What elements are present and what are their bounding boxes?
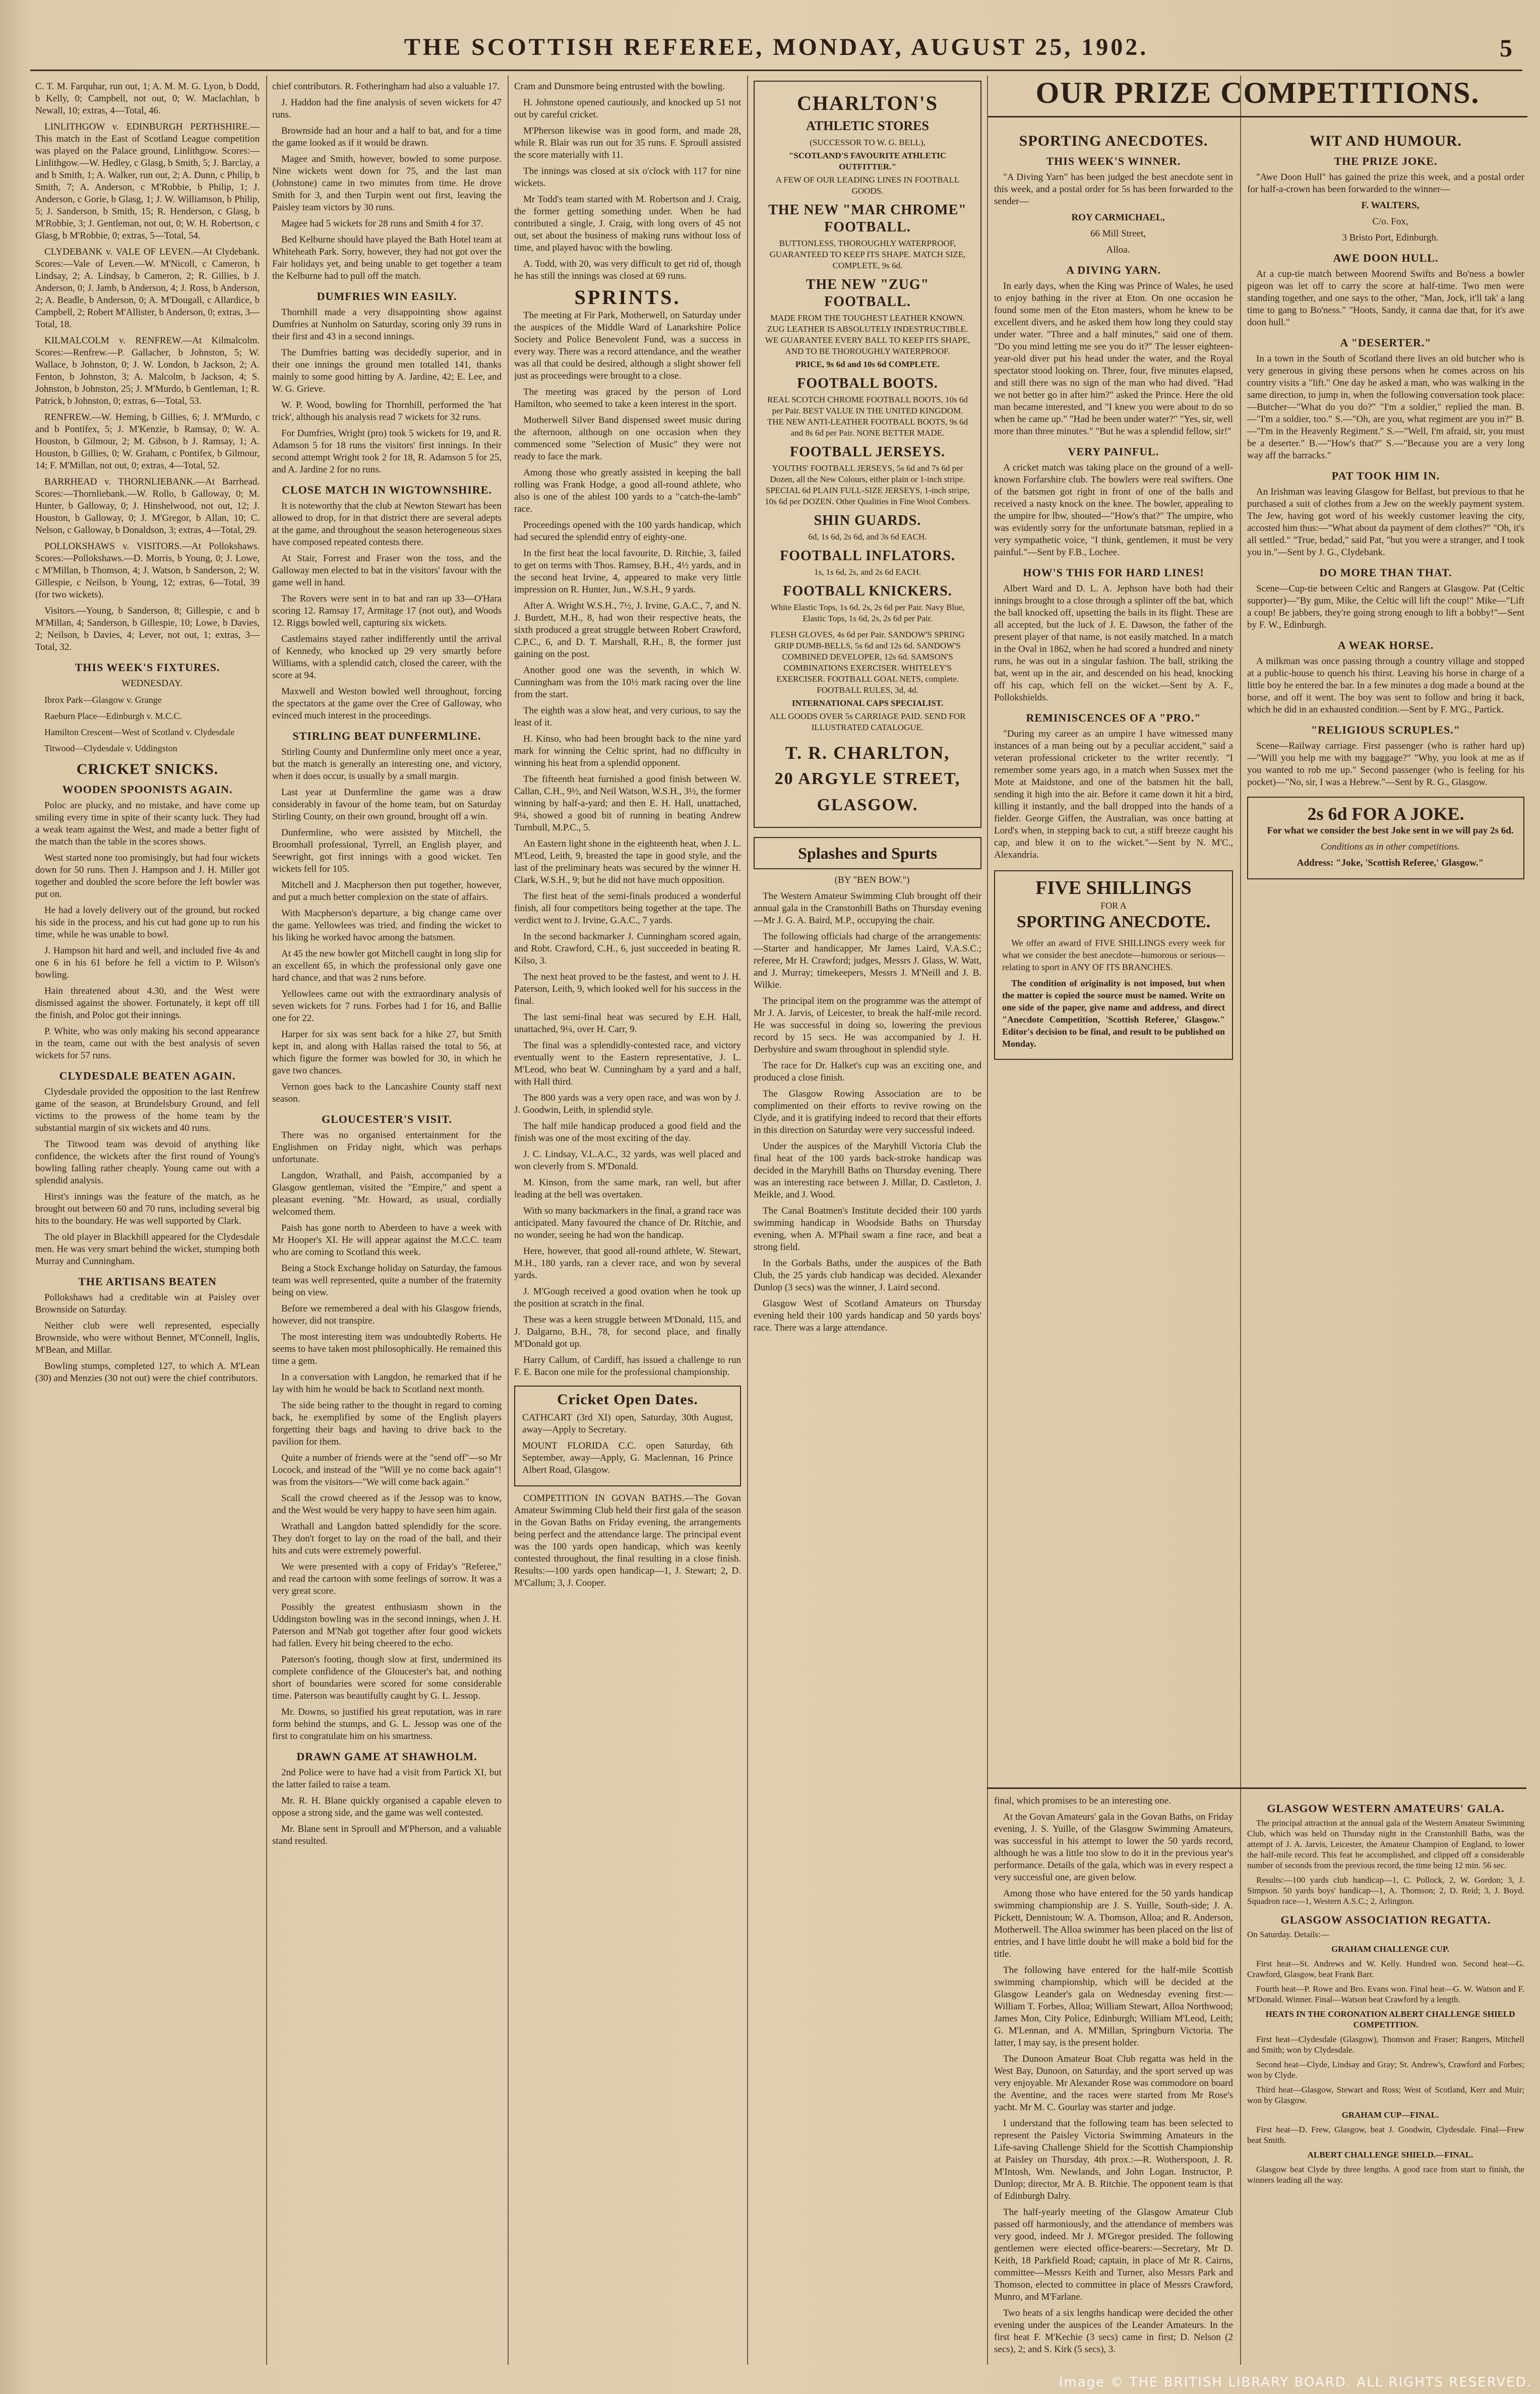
section-heading: PAT TOOK HIM IN. <box>1331 469 1440 482</box>
paragraph: 2nd Police were to have had a visit from Partick XI, but the latter failed to raise a team. <box>272 1767 502 1790</box>
paragraph: Stirling County and Dunfermline only meet once a year, but the match is generally an interesting one, and victory, when it does occur, is usually by a small margin. <box>272 747 502 782</box>
paragraph: Harry Callum, of Cardiff, has issued a challenge to run F. E. Bacon one mile for the professional championship. <box>514 1355 741 1378</box>
paragraph: Third heat—Glasgow, Stewart and Ross; West of Scotland, Kerr and Muir; won by Glasgow. <box>1247 2085 1524 2105</box>
paragraph: With Macpherson's departure, a big change came over the game. Yellowlees was tried, and finding the wicket to his liking he worked havoc among the batsmen. <box>272 908 502 943</box>
paragraph: Albert Ward and D. L. A. Jephson have both had their innings brought to a close through a splinter off the bat, which the ball knocked off, upsetting the bails in its flight. These are all accepted, but the luck of J. E. Dawson, the father of the present player of that name, is not easily matched. In a match in the Oval in 1862, when he had scored a hundred and ninety runs, he was out in a singular fashion. The ball, striking the bat, went up in the air, and descended on his head, knocking off his cap, which fell on the wicket.—Sent by A. F., Pollokshields. <box>994 583 1233 703</box>
paragraph: Possibly the greatest enthusiasm shown in the Uddingston bowling was in the second innings, when J. H. Paterson and M'Nab got together after four good wickets had fallen. Every hit being cheered to the echo. <box>272 1602 502 1649</box>
paragraph: On Saturday. Details:— <box>1247 1930 1329 1939</box>
paragraph: With so many backmarkers in the final, a grand race was anticipated. Many favoured the chance of Dr. Ritchie, and no wonder, seeing he had won the handicap. <box>514 1206 741 1240</box>
paragraph: The race for Dr. Halket's cup was an exciting one, and produced a close finish. <box>754 1060 981 1083</box>
section-heading: THIS WEEK'S WINNER. <box>1046 155 1181 167</box>
paragraph: The half-yearly meeting of the Glasgow Amateur Club passed off harmoniously, and the attendance of members was very good, indeed. Mr J. M'Gregor presided. The following gentlemen were elected office-bearers:—Secretary, Mr D. Keith, 18 Parkfield Road; captain, in place of Mr R. Cairns, committee—Messrs Keith and Turner, also Messrs Park and Thomson, elected to committee in place of Messrs Crawford, Munro, and M'Farlane. <box>994 2207 1233 2302</box>
section-heading: DO MORE THAN THAT. <box>1319 566 1452 579</box>
splashes-heading: Splashes and Spurts <box>798 844 937 862</box>
paragraph: Cram and Dunsmore being entrusted with the bowling. <box>514 81 725 92</box>
paragraph: Maxwell and Weston bowled well throughout, forcing the spectators at the game over the Cree of Galloway, who evinced much interest in the proceedings. <box>272 686 502 721</box>
section-heading: A DIVING YARN. <box>1066 264 1161 276</box>
paragraph: A cricket match was taking place on the ground of a well-known Forfarshire club. The bowlers were real swifters. One of the batsmen got right in front of one of the balls and received a nasty knock on the knee. The bowler, appealing to the umpire for lbw, shouted—"How's that?" The umpire, who was evidently sorry for the unfortunate batsman, replied in a very sympathetic voice, "I think, gentlemen, it must be very painful."—Sent by F.B., Lochee. <box>994 462 1233 558</box>
paragraph: West started none too promisingly, but had four wickets down for 50 runs. Then J. Hampson and J. H. Miller got together and doubled the score before the left bowler was put on. <box>35 853 260 900</box>
paragraph: The principal attraction at the annual gala of the Western Amateur Swimming Club, which was held on Thursday night in the Cranstonhill Baths, was the attempt of J. A. Jarvis, Leicester, the Amateur Champion of England, to lower the half-mile record. This feat he accomplished, and clipped off a considerable number of seconds from the previous record, the time being 12 min. 56 sec. <box>1247 1818 1524 1870</box>
paragraph: Hirst's innings was the feature of the match, as he brought out between 60 and 70 runs, including several big hits to the boundary. He was well supported by Clark. <box>35 1191 260 1226</box>
page-number: 5 <box>1500 34 1512 62</box>
section-divider <box>987 1787 1526 1789</box>
paragraph: J. M'Gough received a good ovation when he took up the position at scratch in the final. <box>514 1286 741 1309</box>
paragraph: Magee had 5 wickets for 28 runs and Smith 4 for 37. <box>281 218 484 229</box>
paragraph: Brownside had an hour and a half to bat, and for a time the game looked as if it would be drawn. <box>272 126 502 148</box>
paragraph: CATHCART (3rd XI) open, Saturday, 30th August, away—Apply to Secretary. <box>522 1412 733 1435</box>
paragraph: Dunfermline, who were assisted by Mitchell, the Broomhall professional, Tyrrell, an English player, and Seewright, got first innings with a good wicket. Ten wickets fell for 105. <box>272 827 502 874</box>
paragraph: The most interesting item was undoubtedly Roberts. He seems to have taken most philosophically. He remained this time a gem. <box>272 1332 502 1366</box>
masthead-title: THE SCOTTISH REFEREE, MONDAY, AUGUST 25, 1902. <box>404 33 1149 61</box>
paragraph: These was a keen struggle between M'Donald, 115, and J. Dalgarno, B.H., 78, for second place, and finally M'Donald got up. <box>514 1314 741 1349</box>
paragraph: Among those who greatly assisted in keeping the ball rolling was Frank Hodge, a good all-round athlete, who also is one of the ablest 100 yards to a "catch-the-lamb" race. <box>514 467 741 514</box>
five-shillings-sub: SPORTING ANECDOTE. <box>1016 913 1211 931</box>
masthead <box>30 24 1522 71</box>
paragraph: Harper for six was sent back for a hike 27, but Smith kept in, and along with Hallas raised the total to 56, at which figure the former was bowled for 30, in which he gave two chances. <box>272 1029 502 1076</box>
splashes-heading-box <box>754 837 981 869</box>
paragraph: Under the auspices of the Maryhill Victoria Club the final heat of the 100 yards back-stroke handicap was decided in the Maryhill Baths on Thursday evening. There was an interesting race between J. Millar, D. Castleton, J. Meikle, and J. Wood. <box>754 1141 981 1200</box>
paragraph: Mitchell and J. Macpherson then put together, however, and put a much better complexion on the state of affairs. <box>272 880 502 903</box>
paragraph: "During my career as an umpire I have witnessed many instances of a man being out by a peculiar accident," said a veteran professional cricketer to the writer recently. "I remember some years ago, in a match when Sussex met the Mote at Maidstone, and one of the batsmen hit the ball, sending it high into the air. Before it came down it hit a bird, killing it instantly, and the ball dropped into the hands of a fielder. George Giffen, the Australian, was once batting at Lord's when, in stepping back to cut, a stiff breeze caught his cap, and blew it on to the wicket."—Sent by N. M'C., Alexandria. <box>994 729 1233 860</box>
paragraph: Scene—Railway carriage. First passenger (who is rather hard up)—"Will you help me with my baggage?" "Why, you look at me as if you wanted to rob me up." Second passenger (who is feeling for his pocket)—"No, sir, I was a Hebrew."—Sent by R. G., Glasgow. <box>1247 741 1524 788</box>
paragraph: In the Gorbals Baths, under the auspices of the Bath Club, the 25 yards club handicap was decided. Alexander Dunlop (3 secs) was the winner, J. Laird second. <box>754 1258 981 1293</box>
paragraph: Conditions as in other competitions. <box>1320 842 1460 852</box>
column-5-lower <box>994 1795 1233 2365</box>
paragraph: The Western Amateur Swimming Club brought off their annual gala in the Cranstonhill Baths on Thursday evening—Mr J. G. A. Baird, M.P., occupying the chair. <box>754 891 981 926</box>
paragraph: Paish has gone north to Aberdeen to have a week with Mr Hooper's XI. He will appear against the M.C.C. team who are coming to Scotland this week. <box>272 1223 502 1258</box>
advert-text: BUTTONLESS, THOROUGHLY WATERPROOF, GUARANTEED TO KEEP ITS SHAPE. MATCH SIZE, COMPLETE, 9s 6d. <box>769 238 966 270</box>
paragraph: M. Kinson, from the same mark, ran well, but after leading at the bell was overtaken. <box>514 1177 741 1200</box>
paragraph: Two heats of a six lengths handicap were decided the other evening under the auspices of the Leander Amateurs. In the first heat F. M'Kechie (3 secs) came in first; D. Nelson (2 secs), 2; and S. Kirk (5 secs), 3. <box>994 2308 1233 2355</box>
column-rule <box>747 76 748 2365</box>
paragraph: The meeting at Fir Park, Motherwell, on Saturday under the auspices of the Middle Ward of Lanarkshire Police Society and Police Benevolent Fund, was a success in every way. There was a record attendance, and the weather was all that could be desired, although a slight shower fell just as proceedings were brought to a close. <box>514 310 741 381</box>
paragraph: Pollokshaws had a creditable win at Paisley over Brownside on Saturday. <box>35 1292 260 1315</box>
fixture-item: Raeburn Place—Edinburgh v. M.C.C. <box>44 711 182 721</box>
paragraph: A. Todd, with 20, was very difficult to get rid of, though he has still the innings was closed at 69 runs. <box>514 259 741 281</box>
advert-successor: (SUCCESSOR TO W. G. BELL), <box>810 138 926 147</box>
paragraph: Clydesdale provided the opposition to the last Renfrew game of the season, at Brundelsbury Ground, and fell victims to the prowess of the home team by the substantial margin of six wickets and 40 runs. <box>35 1087 260 1133</box>
paragraph: The last semi-final heat was secured by E.H. Hall, unattached, 9¼, over H. Carr, 9. <box>514 1012 741 1035</box>
paragraph: The Dumfries batting was decidedly superior, and in their one innings the ground men totalled 141, thanks mainly to some good hitting by A. Jardine, 42; E. Lee, and W. G. Grieve. <box>272 347 502 394</box>
section-heading: DUMFRIES WIN EASILY. <box>317 290 457 303</box>
section-heading: "RELIGIOUS SCRUPLES." <box>1311 724 1461 736</box>
paragraph: We were presented with a copy of Friday's "Referee," and read the cartoon with some feelings of sorrow. It was a very great score. <box>272 1562 502 1596</box>
subheading: GRAHAM CUP—FINAL. <box>1341 2110 1439 2120</box>
paragraph: Quite a number of friends were at the "send off"—so Mr Locock, and instead of the "Will ye no come back again"! was from the visitors—"We will come back again." <box>272 1453 502 1487</box>
advert-text: PRICE, 9s 6d and 10s 6d COMPLETE. <box>795 360 940 369</box>
five-shillings-for: FOR A <box>1100 901 1127 911</box>
section-heading: GLASGOW ASSOCIATION REGATTA. <box>1280 1913 1491 1926</box>
winner-address: C/o. Fox, <box>1372 216 1408 227</box>
paragraph: Address: "Joke, 'Scottish Referee,' Glasgow." <box>1297 858 1484 868</box>
fixtures-heading: THIS WEEK'S FIXTURES. <box>75 661 220 674</box>
paragraph: Glasgow West of Scotland Amateurs on Thursday evening held their 100 yards handicap and 50 yards boys' race. There was a large attendance. <box>754 1298 981 1333</box>
sprints-heading: SPRINTS. <box>574 286 681 309</box>
paragraph: In the first heat the local favourite, D. Ritchie, 3, failed to get on terms with Thos. Ramsey, B.H., 4½ yards, and in the second heat Irvine, 4, appeared to make very little impression on R. Hunter, Jun., W.S.H., 9 yards. <box>514 548 741 595</box>
paragraph: The meeting was graced by the person of Lord Hamilton, who seemed to take a keen interest in the sport. <box>514 387 741 409</box>
section-heading: SPORTING ANECDOTES. <box>1019 133 1208 149</box>
paragraph: The Titwood team was devoid of anything like confidence, the wickets after the first round of Young's bowling falling rather cheaply. Young came out with a splendid analysis. <box>35 1139 260 1186</box>
column-3 <box>514 81 741 2360</box>
paragraph: It is noteworthy that the club at Newton Stewart has been allowed to drop, for in that district there are several adepts at the game, and throughout the season heterogeneous sixes have composed repeated contests there. <box>272 501 502 548</box>
advert-heading: FOOTBALL KNICKERS. <box>783 583 952 599</box>
section-heading: WIT AND HUMOUR. <box>1310 133 1462 149</box>
paragraph: H. Johnstone opened cautiously, and knocked up 51 not out by careful cricket. <box>514 97 741 120</box>
paragraph: J. Haddon had the fine analysis of seven wickets for 47 runs. <box>272 97 502 120</box>
paragraph: C. T. M. Farquhar, run out, 1; A. M. M. G. Lyon, b Dodd, b Kelly, 0; Campbell, not out, 0; W. Maclachlan, b Newall, 10; extras, 4—Total, 46. <box>35 81 260 116</box>
paragraph: The eighth was a slow heat, and very curious, to say the least of it. <box>514 705 741 728</box>
column-rule <box>266 76 267 2365</box>
paragraph: Second heat—Clyde, Lindsay and Gray; St. Andrew's, Crawford and Forbes; won by Clyde. <box>1247 2060 1524 2080</box>
section-heading: DRAWN GAME AT SHAWHOLM. <box>296 1750 477 1763</box>
section-heading: VERY PAINFUL. <box>1068 445 1159 458</box>
column-2 <box>272 81 502 2360</box>
paragraph: Bowling stumps, completed 127, to which A. M'Lean (30) and Menzies (30 not out) were the chief contributors. <box>35 1361 260 1384</box>
paragraph: Vernon goes back to the Lancashire County staff next season. <box>272 1082 502 1104</box>
paragraph: Mr. Blane sent in Sproull and M'Pherson, and a valuable stand resulted. <box>272 1824 502 1846</box>
section-heading: CLOSE MATCH IN WIGTOWNSHIRE. <box>282 484 492 496</box>
prize-competitions-heading: OUR PRIZE COMPETITIONS. <box>988 76 1527 117</box>
paragraph: The old player in Blackhill appeared for the Clydesdale men. He was very smart behind the wicket, stumping both Murray and Cunningham. <box>35 1232 260 1267</box>
paragraph: Neither club were well represented, especially Brownside, who were without Bennet, M'Connell, Inglis, M'Bean, and Millar. <box>35 1321 260 1355</box>
advert-name: CHARLTON'S <box>796 92 939 114</box>
advert-text: INTERNATIONAL CAPS SPECIALIST. <box>791 698 944 708</box>
paragraph: The innings was closed at six o'clock with 117 for nine wickets. <box>514 166 741 189</box>
paragraph: Among those who have entered for the 50 yards handicap swimming championship are J. S. Yuille, South-side; J. A. Pickett, Dennistoun; W. A. Thomson, Alloa; and R. Anderson, Motherwell. The Alloa swimmer has been placed on the list of entries, and I have little doubt he will make a bold bid for the title. <box>994 1888 1233 1959</box>
paragraph: For what we consider the best Joke sent in we will pay 2s 6d. <box>1267 825 1514 836</box>
five-shillings-heading: FIVE SHILLINGS <box>1035 877 1192 899</box>
paragraph: Fourth heat—P. Rowe and Bro. Evans won. Final heat—G. W. Watson and F. M'Donald. Winner. Final—Watson beat Crawford by a length. <box>1247 1984 1524 2004</box>
paragraph: POLLOKSHAWS v. VISITORS.—At Pollokshaws. Scores:—Pollokshaws.—D. Morris, b Young, 0; J. Lowe, c M'Millan, b Thomson, 4; J. Watson, b Sanderson, 2; W. Gillespie, c Neilson, b Young, 12; extras, 6—Total, 39 (for two wickets). <box>35 541 260 600</box>
paragraph: "A Diving Yarn" has been judged the best anecdote sent in this week, and a postal order for 5s has been forwarded to the sender— <box>994 172 1233 207</box>
paragraph: An Irishman was leaving Glasgow for Belfast, but previous to that he purchased a suit of clothes from a Jew on the weekly payment system. The Jew, having got word of his weekly customer leaving the city, accosted him thus:—"What about da payment of dem clothes?" "Oh, it's all settled." "True, bedad," said Pat, "but you were a stranger, and I took you in."—Sent by J. G., Clydebank. <box>1247 487 1524 558</box>
subheading: HEATS IN THE CORONATION ALBERT CHALLENGE SHIELD COMPETITION. <box>1265 2009 1515 2029</box>
paragraph: RENFREW.—W. Heming, b Gillies, 6; J. M'Murdo, c and b Pontifex, 5; J. M'Kenzie, b Ramsay, 0; W. A. Houston, b Gilmour, 2; M. Gibson, b J. Ramsay, 1; A. Houston, b Gillies, 0; W. Graham, c Pontifex, b Gilmour, 14; F. M'Millan, not out, 0; extras, 4—Total, 52. <box>35 412 260 471</box>
paragraph: At the Govan Amateurs' gala in the Govan Baths, on Friday evening, J. S. Yuille, of the Glasgow Swimming Amateurs, was successful in his attempt to lower the 50 yards record, although he was a little too slow to do it in the previous year's performance. Details of the gala, which was in every respect a very successful one, are given below. <box>994 1812 1233 1883</box>
paragraph: MOUNT FLORIDA C.C. open Saturday, 6th September, away—Apply, G. Maclennan, 16 Prince Albert Road, Glasgow. <box>522 1441 733 1475</box>
paragraph: Another good one was the seventh, in which W. Cunningham was from the 10½ mark racing over the line from the start. <box>514 665 741 700</box>
advert-text: 6d, 1s 6d, 2s 6d, and 3s 6d EACH. <box>808 532 927 542</box>
winner-name: F. WALTERS, <box>1361 200 1420 211</box>
advert-city: GLASGOW. <box>817 796 918 814</box>
paragraph: The following have entered for the half-mile Scottish swimming championship, which will be decided at the Glasgow Leander's gala on Wednesday evening first:—William T. Forbes, Alloa; William Stewart, Alloa Northwood; James Mon, City Police, Edinburgh; William M'Leod, Leith; G. M'Lennan, and A. M'Millan, Springburn Victoria. The latter, I may say, is the present holder. <box>994 1965 1233 2048</box>
charlton-advert <box>754 81 981 828</box>
paragraph: At a cup-tie match between Moorend Swifts and Bo'ness a bowler pigeon was let off to carry the score at half-time. Two men were standing together, and one says to the other, "Man, Jock, it'll tak' a lang time to gang to Bo'ness." "Hoots, Sandy, it canna dae that, for it's awe doon hull." <box>1247 269 1524 328</box>
column-6-humour <box>1247 126 1524 1785</box>
paragraph: P. White, who was only making his second appearance in the team, came out with the best analysis of seven wickets for 57 runs. <box>35 1026 260 1061</box>
paragraph: In the second backmarker J. Cunningham scored again, and Robt. Crawford, C.H., 6, just succeeded in beating R. Kilso, 3. <box>514 931 741 966</box>
advert-heading: FOOTBALL INFLATORS. <box>780 548 955 564</box>
column-rule <box>1240 76 1241 2365</box>
joke-prize-box <box>1247 797 1524 879</box>
advert-text: A FEW OF OUR LEADING LINES IN FOOTBALL GOODS. <box>775 175 960 196</box>
paragraph: At Stair, Forrest and Fraser won the toss, and the Galloway men elected to bat in the visitors' favour with the game well in hand. <box>272 553 502 588</box>
paragraph: LINLITHGOW v. EDINBURGH PERTHSHIRE.—This match in the East of Scotland League competition was played on the Palace ground, Linlithgow. Scores:—Linlithgow.—W. Hedley, c Glasg, b Smith, 5; J. Barclay, a and b Smith, 1; A. Walker, run out, 2; A. Dunn, c Philip, b Smith, 7; A. Anderson, c M'Robbie, b Philip, 1; J. Anderson, c Gorie, b Glasg, 1; J. W. Williamson, b Philip, 5; J. Sanderson, b Smith, 15; R. Henderson, c Glasg, b M'Robbie, 3; J. Gentleman, not out, 0; W. H. Robertson, c Glasg, b M'Robbie, 0; extras, 5—Total, 54. <box>35 122 260 241</box>
advert-heading: FOOTBALL JERSEYS. <box>790 444 945 460</box>
cricket-open-dates-box <box>514 1386 741 1486</box>
paragraph: Mr. R. H. Blane quickly organised a capable eleven to oppose a strong side, and the game was well contested. <box>272 1796 502 1818</box>
byline: (BY "BEN BOW.") <box>834 875 910 885</box>
section-heading: A "DESERTER." <box>1340 336 1432 349</box>
column-6-lower <box>1247 1795 1524 2365</box>
paragraph: The fifteenth heat furnished a good finish between W. Callan, C.H., 9½, and Neil Watson, W.S.H., 3½, the former winning by half-a-yard; and then E. H. Hall, unattached, 9¼, showed a good bit of running in beating Andrew Turnbull, M.P.C., 5. <box>514 774 741 833</box>
fixture-item: Titwood—Clydesdale v. Uddingston <box>44 743 177 753</box>
advert-text: ALL GOODS OVER 5s CARRIAGE PAID. SEND FOR ILLUSTRATED CATALOGUE. <box>769 711 966 732</box>
cricket-open-dates-heading: Cricket Open Dates. <box>557 1391 698 1408</box>
paragraph: The half mile handicap produced a good field and the finish was one of the most exciting of the day. <box>514 1121 741 1144</box>
section-heading: GLOUCESTER'S VISIT. <box>321 1113 453 1125</box>
five-shillings-box <box>994 870 1233 1060</box>
paragraph: W. P. Wood, bowling for Thornhill, performed the 'hat trick', although his analysis read 7 wickets for 32 runs. <box>272 400 502 423</box>
advert-heading: FOOTBALL BOOTS. <box>797 376 938 391</box>
paragraph: Visitors.—Young, b Sanderson, 8; Gillespie, c and b M'Millan, 4; Sanderson, b Gillespie, 10; Lowe, b Davies, 2; Neilson, b Davies, 4; Lever, not out, 1; extras, 3—Total, 32. <box>35 606 260 652</box>
paragraph: Motherwell Silver Band dispensed sweet music during the afternoon, although on one occasion when they commenced some "Selection of Music" they were not ready to face the mark. <box>514 415 741 462</box>
paragraph: Yellowlees came out with the extraordinary analysis of seven wickets for 7 runs. Forbes had 1 for 16, and Ballie one for 22. <box>272 989 502 1024</box>
paragraph: First heat—Clydesdale (Glasgow), Thomson and Fraser; Rangers, Mitchell and Smith; won by Clydesdale. <box>1247 2034 1524 2055</box>
paragraph: Thornhill made a very disappointing show against Dumfries at Nunholm on Saturday, scoring only 39 runs in their first and 43 in a second innings. <box>272 307 502 342</box>
column-1 <box>35 81 260 2360</box>
column-5-anecdotes <box>994 126 1233 1785</box>
column-4 <box>754 81 981 2360</box>
section-heading: THE ARTISANS BEATEN <box>78 1275 217 1288</box>
winner-address: Alloa. <box>1106 245 1130 255</box>
paragraph: Results:—100 yards club handicap—1, C. Pollock, 2, W. Gordon; 3, J. Simpson. 50 yards boys' handicap—1, A. Thomson; 2, D. Reid; 3, J. Boyd. Squadron race—1, Western A.S.C.; 2, Arlington. <box>1247 1875 1524 1906</box>
paragraph: I understand that the following team has been selected to represent the Paisley Victoria Swimming Amateurs in the Life-saving Challenge Shield for the Scottish Championship at Paisley on Thursday, 4th prox.:—R. Wotherspoon, J. R. M'Intosh, Wm. Newlands, and John Logan. Instructor, P. Dunlop; director, Mr A. B. Ritchie. The opponent team is that of Edinburgh Dalry. <box>994 2118 1233 2201</box>
paragraph: Mr Todd's team started with M. Robertson and J. Craig, the former getting something under. When he had contributed a single, J. Craig, with long overs of 45 not out, set about the business of making runs without loss of time, and played havoc with the bowling. <box>514 194 741 253</box>
paragraph: Langdon, Wrathall, and Paish, accompanied by a Glasgow gentleman, visited the "Empire," and spent a pleasant evening. "Mr. Howard, as usual, cordially welcomed them. <box>272 1170 502 1217</box>
paragraph: Paterson's footing, though slow at first, undermined its complete confidence of the Gloucester's bat, and nothing short of boundaries were scored for some considerable time. Paterson was beautifully caught by G. L. Jessop. <box>272 1654 502 1701</box>
paragraph: Hain threatened about 4.30, and the West were dismissed against the shower. Fortunately, it kept off till the finish, and Poloc got their innings. <box>35 986 260 1021</box>
subheading: GRAHAM CHALLENGE CUP. <box>1331 1944 1450 1954</box>
paragraph: chief contributors. R. Fotheringham had also a valuable 17. <box>272 81 500 92</box>
section-heading: GLASGOW WESTERN AMATEURS' GALA. <box>1267 1802 1505 1815</box>
paragraph: At 45 the new bowler got Mitchell caught in long slip for an excellent 65, in which the professional only gave one hard chance, and that was 2 runs before. <box>272 948 502 983</box>
paragraph: The 800 yards was a very open race, and was won by J. J. Goodwin, Leith, in splendid style. <box>514 1093 741 1115</box>
paragraph: After A. Wright W.S.H., 7½, J. Irvine, G.A.C., 7, and N. J. Burdett, M.H., 8, had won their respective heats, the sixth produced a great struggle between Robert Crawford, C.P.C., 6, and D. T. Marshall, R.H., 8, the former just gaining on the post. <box>514 601 741 660</box>
paragraph: The side being rather to the thought in regard to coming back, he exemplified by some of the English players forgetting their bags and having to drive back to the pavilion for them. <box>272 1400 502 1447</box>
paragraph: The principal item on the programme was the attempt of Mr J. A. Jarvis, of Leicester, to break the half-mile record. He was successful in doing so, lowering the previous record by 15 secs. He was accompanied by J. H. Derbyshire and swam throughout in splendid style. <box>754 996 981 1055</box>
paragraph: Scene—Cup-tie between Celtic and Rangers at Glasgow. Pat (Celtic supporter)—"By gum, Mike, the Celtic will lift the coup!" Mike—"Lift a coup! Be jabbers, they're going strong enough to lift a bobby!"—Sent by F. W., Edinburgh. <box>1247 583 1524 630</box>
advert-heading: THE NEW "MAR CHROME" FOOTBALL. <box>768 202 967 235</box>
paragraph: The condition of originality is not imposed, but when the matter is copied the source must be named. Write on one side of the paper, give name and address, and direct "Anecdote Competition, 'Scottish Referee,' Glasgow." Editor's decision to be final, and result to be published on Monday. <box>1002 978 1225 1049</box>
section-heading: WOODEN SPOONISTS AGAIN. <box>62 783 233 796</box>
paragraph: He had a lovely delivery out of the ground, but rocked his side in the process, and his cut had gone up to run his time, while he was unable to bowl. <box>35 905 260 940</box>
paragraph: In a conversation with Langdon, he remarked that if he lay with him he would be back to Scotland next month. <box>272 1372 502 1395</box>
advert-heading: THE NEW "ZUG" FOOTBALL. <box>806 277 930 310</box>
paragraph: The final was a splendidly-contested race, and victory eventually went to the Eastern representative, J. L. M'Leod, who beat W. Cunningham by a yard and a half, with Hall third. <box>514 1040 741 1087</box>
paragraph: The following officials had charge of the arrangements:—Starter and handicapper, Mr James Laird, V.A.S.C.; referee, Mr H. Crawford; judges, Messrs J. Glass, W. Watt, and J. Murray; timekeepers, Messrs J. M'Neill and J. B. Wilkie. <box>754 931 981 990</box>
paragraph: First heat—D. Frew, Glasgow, beat J. Goodwin, Clydesdale. Final—Frew beat Smith. <box>1247 2125 1524 2145</box>
paragraph: Here, however, that good all-round athlete, W. Stewart, M.H., 180 yards, ran a clever race, and won by several yards. <box>514 1246 741 1281</box>
paragraph: First heat—St. Andrews and W. Kelly. Hundred won. Second heat—G. Crawford, Glasgow, beat Frank Barr. <box>1247 1959 1524 1979</box>
paragraph: The Canal Boatmen's Institute decided their 100 yards swimming handicap in Woodside Baths on Thursday evening, when A. M'Phail swam a fine race, and beat a strong field. <box>754 1206 981 1252</box>
paragraph: In a town in the South of Scotland there lives an old butcher who is very generous in giving these persons when he comes across on his country visits a "lift." One day he asked a man, who was walking in the same direction, to jump in, when the following conversation took place:—Butcher—"What do you do?" "I'm a soldier," replied the man. B.—"I'm a soldier, too." S.—"Oh, are you, what regiment are you in?" B.—"I'm in the Heavenly Regiment." S.—"Well, I'm afraid, sir, you must be a deserter." B.—"How's that?" S.—"Because you are a very long way aff the barracks." <box>1247 353 1524 461</box>
paragraph: In early days, when the King was Prince of Wales, he used to enjoy bathing in the river at Eton. On one occasion he found some men of the Eton masters, whom he knew to be excellent divers, and he asked them how long they could stay under water. "Three and a half minutes," said one of them. "Do you mind letting me see you do it?" The lesser eighteen-year-old diver put his head under the water, and the Royal spectator stood looking on. Three, four, five minutes elapsed, and still there was no sign of the man who had dived. "Had we not better go in after him?" asked the Prince. Here the old man became interested, and "I knew you were about to do so when he came up." "Had he been under water?" "Yes, sir, well more than three minutes." "But he was a splendid fellow, sir!" <box>994 281 1233 437</box>
paragraph: J. C. Lindsay, V.L.A.C., 32 yards, was well placed and won cleverly from S. M'Donald. <box>514 1149 741 1172</box>
column-rule <box>508 76 509 2365</box>
advert-text: REAL SCOTCH CHROME FOOTBALL BOOTS, 10s 6d per Pair. BEST VALUE IN THE UNITED KINGDOM. THE NEW ANTI-LEATHER FOOTBALL BOOTS, 9s 6d and 8s 6d per Pair. NONE BETTER MADE. <box>767 395 968 438</box>
section-heading: A WEAK HORSE. <box>1337 639 1434 651</box>
paragraph: Last year at Dunfermline the game was a draw considerably in favour of the home team, but on Saturday Stirling County, on their own ground, brought off a win. <box>272 787 502 822</box>
paragraph: The next heat proved to be the fastest, and went to J. H. Paterson, Leith, 9, which looked well for his success in the final. <box>514 972 741 1006</box>
paragraph: Scall the crowd cheered as if the Jessop was to know, and the West would be very happy to have seen him again. <box>272 1493 502 1516</box>
fixture-item: Ibrox Park—Glasgow v. Grange <box>44 695 162 705</box>
paragraph: Castlemains stayed rather indifferently until the arrival of Kennedy, who knocked up 29 very smartly before Williams, with a splendid catch, closed the career, with the score at 94. <box>272 634 502 681</box>
paragraph: The first heat of the semi-finals produced a wonderful finish, all four competitors being together at the tape. The verdict went to J. Irvine, G.A.C., 7 yards. <box>514 891 741 926</box>
cricket-snicks-heading: CRICKET SNICKS. <box>76 761 219 777</box>
fixtures-day: WEDNESDAY. <box>121 678 182 689</box>
paragraph: For Dumfries, Wright (pro) took 5 wickets for 19, and R. Adamson 5 for 18 runs the visitors' first innings. In their second attempt Wright took 2 for 18, R. Adamson 5 for 25, and A. Jardine 2 for no runs. <box>272 428 502 475</box>
paragraph: An Eastern light shone in the eighteenth heat, when J. L. M'Leod, Leith, 9, breasted the tape in good style, and the last of the preliminary heats was secured by the winner H. Clark, W.S.H., 9; but he did not have much opposition. <box>514 839 741 885</box>
winner-address: 3 Bristo Port, Edinburgh. <box>1342 232 1439 243</box>
paragraph: Glasgow beat Clyde by three lengths. A good race from start to finish, the winners leading all the way. <box>1247 2165 1524 2185</box>
paragraph: There was no organised entertainment for the Englishmen on Friday night, which was perhaps unfortunate. <box>272 1130 502 1165</box>
winner-name: ROY CARMICHAEL, <box>1071 212 1165 223</box>
paragraph: J. Hampson hit hard and well, and included five 4s and one 6 in his 61 before he fell a victim to P. Wilson's bowling. <box>35 945 260 980</box>
fixture-item: Hamilton Crescent—West of Scotland v. Clydesdale <box>44 727 235 737</box>
paragraph: Bed Kelburne should have played the Bath Hotel team at Whiteheath Park. Sorry, however, they had not got over the Fair holidays yet, and being unable to get together a team the Kelburne had to pull off the match. <box>272 234 502 281</box>
section-heading: REMINISCENCES OF A "PRO." <box>1026 711 1201 724</box>
advert-slogan: "SCOTLAND'S FAVOURITE ATHLETIC OUTFITTER." <box>788 151 947 171</box>
advert-text: YOUTHS' FOOTBALL JERSEYS, 5s 6d and 7s 6d per Dozen, all the New Colours, either plain or 1-inch stripe. SPECIAL 6d PLAIN FULL-SIZE JERSEYS, 1-inch stripe, 10s 6d per DOZEN. Other Qualities in Fine Wool Combers. <box>765 463 970 506</box>
joke-prize-heading: 2s 6d FOR A JOKE. <box>1307 804 1464 824</box>
paragraph: The Glasgow Rowing Association are to be complimented on their efforts to revive rowing on the Clyde, and it is gratifying indeed to record that their efforts in this direction on Saturday were very successful indeed. <box>754 1089 981 1135</box>
section-heading: CLYDESDALE BEATEN AGAIN. <box>59 1069 236 1082</box>
advert-text: MADE FROM THE TOUGHEST LEATHER KNOWN. ZUG LEATHER IS ABSOLUTELY INDESTRUCTIBLE. WE GUARANTEE EVERY BALL TO KEEP ITS SHAPE, AND TO BE THOROUGHLY WATERPROOF. <box>765 313 970 356</box>
advert-subtitle: ATHLETIC STORES <box>806 118 929 133</box>
advert-owner: T. R. CHARLTON, <box>785 743 950 763</box>
paragraph: Before we remembered a deal with his Glasgow friends, however, did not transpire. <box>272 1303 502 1326</box>
subheading: ALBERT CHALLENGE SHIELD.—FINAL. <box>1307 2150 1473 2160</box>
paragraph: Wrathall and Langdon batted splendidly for the score. They don't forget to lay on the road of the ball, and their hits and cuts were extremely powerful. <box>272 1521 502 1556</box>
paragraph: The Rovers were sent in to bat and ran up 33—O'Hara scoring 12. Ramsay 17, Armitage 17 (not out), and Woods 12. Riggs bowled well, capturing six wickets. <box>272 593 502 628</box>
paragraph: Proceedings opened with the 100 yards handicap, which had secured the splendid entry of eighty-one. <box>514 520 741 543</box>
advert-text: White Elastic Tops, 1s 6d, 2s, 2s 6d per Pair. Navy Blue, Elastic Tops, 1s 6d, 2s, 2s 6d per Pair. <box>770 603 965 623</box>
section-heading: AWE DOON HULL. <box>1333 252 1439 264</box>
paragraph: final, which promises to be an interesting one. <box>994 1796 1171 1806</box>
paragraph: KILMALCOLM v. RENFREW.—At Kilmalcolm. Scores:—Renfrew.—P. Gallacher, b Johnston, 5; W. Wallace, b Johnston, 0; J. W. London, b Jackson, 2; A. Fenton, b Johnston, 3; A. Malcolm, b Jackson, 4; S. Johnston, b Johnston, 25; J. M'Murdo, b Gentleman, 1; R. Patrick, b Johnston, 0; extras, 6—Total, 53. <box>35 335 260 406</box>
paragraph: M'Pherson likewise was in good form, and made 28, while R. Blair was run out for 35 runs. F. Sproull assisted the score materially with 11. <box>514 126 741 160</box>
paragraph: Being a Stock Exchange holiday on Saturday, the famous team was well represented, quite a number of the fraternity being on view. <box>272 1263 502 1298</box>
copyright-notice: Image © THE BRITISH LIBRARY BOARD. ALL RIGHTS RESERVED. <box>1059 2375 1532 2390</box>
paragraph: CLYDEBANK v. VALE OF LEVEN.—At Clydebank. Scores:—Vale of Leven.—W. M'Nicoll, c Cameron, b Lindsay, 2; A. Lindsay, b Cameron, 2; R. Gillies, b J. Anderson, 0; J. Jamb, b Anderson, 4; J. Ross, b Anderson, 2; A. Beadle, b Anderson, 0; A. M'Dougall, c Allardice, b Campbell, 2; Robert M'Allister, b Anderson, 0; extras, 3—Total, 18. <box>35 247 260 330</box>
paragraph: Poloc are plucky, and no mistake, and have come up smiling every time in spite of their scanty luck. They had a weak team against the West, and made a better fight of the match than the table in the scores shows. <box>35 800 260 847</box>
section-heading: THE PRIZE JOKE. <box>1334 155 1438 167</box>
paragraph: "Awe Doon Hull" has gained the prize this week, and a postal order for half-a-crown has been forwarded to the winner— <box>1247 172 1524 195</box>
section-heading: HOW'S THIS FOR HARD LINES! <box>1023 566 1204 579</box>
paragraph: A milkman was once passing through a country village and stopped at a public-house to quench his thirst. Leaving his horse in charge of a little boy he entered the bar. In a few minutes a dog made a bound at the horse, and off it went. The boy was sent to follow and bring it back, which he did in an exhausted condition.—Sent by F. M'G., Partick. <box>1247 656 1524 715</box>
advert-text: 1s, 1s 6d, 2s, and 2s 6d EACH. <box>814 567 921 577</box>
paragraph: BARRHEAD v. THORNLIEBANK.—At Barrhead. Scores:—Thornliebank.—W. Rollo, b Galloway, 0; M. Hunter, b Galloway, 0; J. Hinshelwood, not out, 12; J. Houston, b Galloway, 0; J. M'Gregor, b Allan, 10; C. Nelson, c Galloway, b Donaldson, 3; extras, 4—Total, 29. <box>35 476 260 535</box>
advert-heading: SHIN GUARDS. <box>814 513 921 528</box>
paragraph: Magee and Smith, however, bowled to some purpose. Nine wickets went down for 75, and the last man (Johnstone) came in two minutes from time. He drove Smith for 3, and then Turpin went out first, leaving the Paisley team victors by 30 runs. <box>272 154 502 213</box>
paragraph: Mr. Downs, so justified his great reputation, was in rare form behind the stumps, and G. L. Jessop was one of the first to congratulate him on his smartness. <box>272 1707 502 1742</box>
column-rule <box>987 76 988 2365</box>
paragraph: The Dunoon Amateur Boat Club regatta was held in the West Bay, Dunoon, on Saturday, and the sport served up was very enjoyable. Mr Alexander Rose was commodore on board the Aventine, and the races were started from Mr Rose's yacht. Mr M. C. Gourlay was starter and judge. <box>994 2054 1233 2113</box>
winner-address: 66 Mill Street, <box>1090 228 1146 239</box>
paragraph: COMPETITION IN GOVAN BATHS.—The Govan Amateur Swimming Club held their first gala of the season in the Govan Baths on Friday evening, the arrangements being perfect and the attendance large. The principal event was the 100 yards open handicap, which was keenly contested throughout, the final resulting in a close finish. Results:—100 yards open handicap—1, J. Stewart; 2, D. M'Callum; 3, J. Cooper. <box>514 1493 741 1588</box>
advert-text: FLESH GLOVES, 4s 6d per Pair. SANDOW'S SPRING GRIP DUMB-BELLS, 5s 6d and 12s 6d. SANDOW'S COMBINED DEVELOPER, 12s 6d. SAMSON'S COMBINATIONS EXERCISER. WHITELEY'S EXERCISER. FOOTBALL GOAL NETS, complete. FOOTBALL RULES, 3d, 4d. <box>770 630 965 695</box>
section-heading: STIRLING BEAT DUNFERMLINE. <box>292 730 481 742</box>
paragraph: We offer an award of FIVE SHILLINGS every week for what we consider the best anecdote—humorous or serious—relating to sport in ANY OF ITS BRANCHES. <box>1002 938 1225 972</box>
paragraph: H. Kinso, who had been brought back to the nine yard mark for winning the Celtic sprint, had no difficulty in winning his heat from a splendid opponent. <box>514 734 741 768</box>
advert-address: 20 ARGYLE STREET, <box>774 769 961 788</box>
